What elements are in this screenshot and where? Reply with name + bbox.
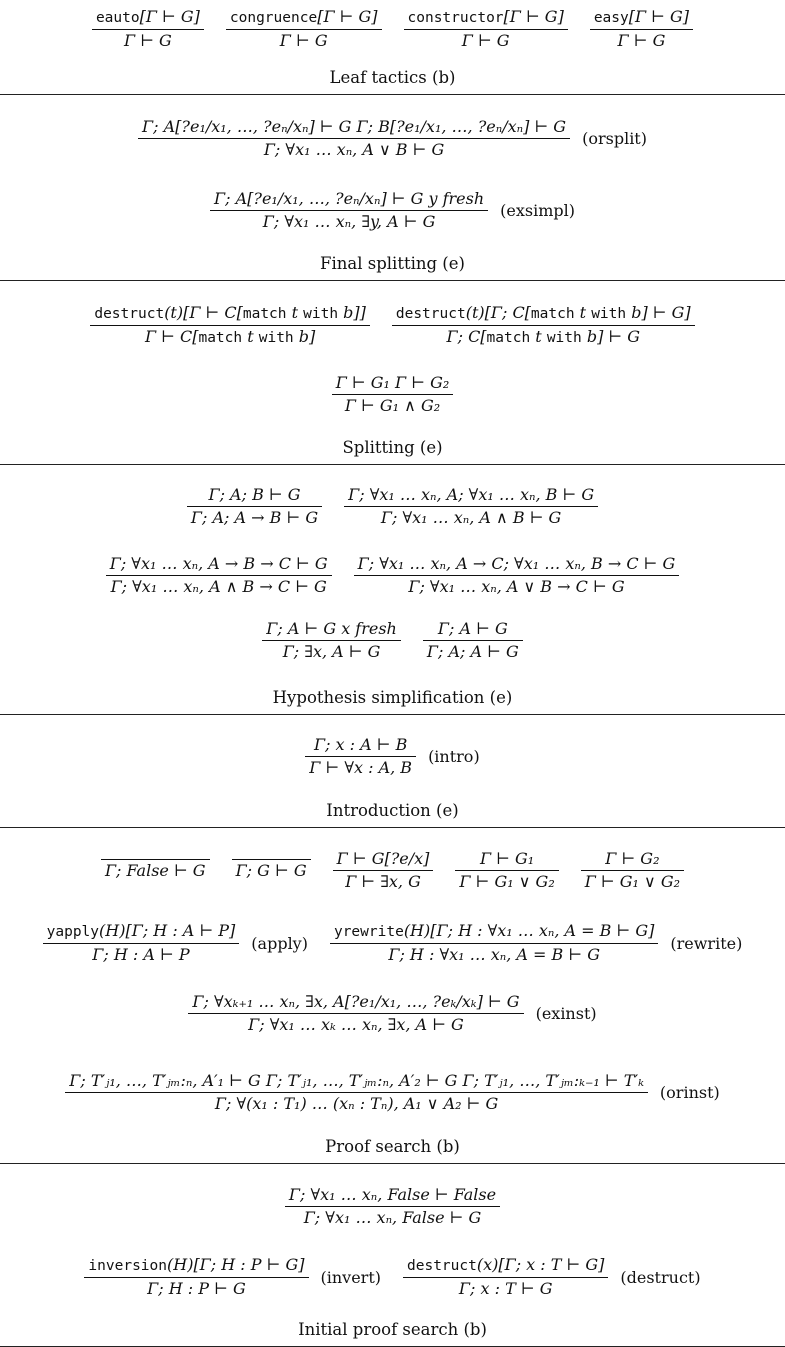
inference-rule bbox=[392, 302, 695, 349]
inference-rule bbox=[92, 6, 204, 52]
tactic-keyword: with bbox=[303, 306, 339, 322]
rule-row bbox=[0, 991, 785, 1036]
rule-fraction bbox=[188, 991, 523, 1036]
inference-rule bbox=[423, 618, 523, 663]
section-caption: Final splitting (e) bbox=[320, 254, 465, 273]
rule-conclusion: Γ; ∀x₁ … xₙ, A ∧ B → C ⊢ G bbox=[110, 577, 327, 596]
rule-premise: constructor[Γ ⊢ G] bbox=[407, 7, 564, 26]
rule-conclusion: Γ; ∃x, A ⊢ G bbox=[282, 642, 381, 661]
section-caption: Initial proof search (b) bbox=[298, 1320, 487, 1339]
tactic-keyword: match bbox=[486, 330, 531, 346]
rule-row bbox=[0, 848, 785, 893]
inference-rule bbox=[285, 1184, 500, 1229]
rule-row bbox=[0, 734, 785, 779]
rule-conclusion: Γ ⊢ G₁ ∧ G₂ bbox=[344, 396, 441, 415]
rule-premise: Γ; A[?e₁/x₁, …, ?eₙ/xₙ] ⊢ G Γ; B[?e₁/x₁, …, ?eₙ/xₙ] ⊢ G bbox=[142, 117, 567, 136]
rule-row bbox=[0, 553, 785, 598]
rule-conclusion: Γ; A; A ⊢ G bbox=[426, 642, 519, 661]
inference-rule bbox=[262, 618, 401, 663]
tactic-keyword: destruct bbox=[94, 306, 165, 322]
rule-conclusion: Γ ⊢ G bbox=[617, 31, 666, 50]
section-caption: Leaf tactics (b) bbox=[329, 68, 456, 87]
rule-label: (rewrite) bbox=[670, 933, 743, 953]
rule-fraction bbox=[138, 116, 570, 161]
rule-row bbox=[0, 618, 785, 663]
rule-premise: destruct(t)[Γ ⊢ C[match t with b]] bbox=[94, 303, 366, 322]
rule-label: (invert) bbox=[320, 1267, 381, 1287]
rule-fraction bbox=[90, 302, 370, 349]
section-divider bbox=[0, 464, 785, 465]
section-divider bbox=[0, 1163, 785, 1164]
rule-conclusion: Γ; H : P ⊢ G bbox=[147, 1279, 246, 1298]
inference-rule bbox=[138, 116, 647, 161]
inference-rule bbox=[188, 991, 596, 1036]
inference-rule bbox=[455, 848, 558, 893]
rule-conclusion: Γ ⊢ ∃x, G bbox=[345, 872, 421, 891]
tactic-keyword: with bbox=[591, 306, 627, 322]
section-caption: Proof search (b) bbox=[325, 1137, 460, 1156]
rule-conclusion: Γ ⊢ ∀x : A, B bbox=[309, 758, 413, 777]
rule-fraction bbox=[354, 553, 680, 598]
rule-conclusion: Γ ⊢ G₁ ∨ G₂ bbox=[459, 872, 555, 891]
rule-label: (destruct) bbox=[620, 1267, 701, 1287]
tactic-keyword: easy bbox=[593, 10, 629, 26]
rule-conclusion: Γ; C[match t with b] ⊢ G bbox=[446, 327, 641, 346]
inference-rule bbox=[210, 188, 575, 233]
rule-conclusion: Γ; H : A ⊢ P bbox=[92, 945, 190, 964]
inference-rule bbox=[101, 859, 210, 882]
rule-conclusion: Γ; ∀x₁ … xₙ, A ∧ B ⊢ G bbox=[380, 508, 562, 527]
rule-row bbox=[0, 1254, 785, 1300]
rule-fraction bbox=[344, 484, 598, 529]
rule-conclusion: Γ; ∀(x₁ : T₁) … (xₙ : Tₙ), A₁ ∨ A₂ ⊢ G bbox=[214, 1094, 499, 1113]
rule-premise: Γ; T′ⱼ₁, …, T′ⱼₘ:ₙ, A′₁ ⊢ G Γ; T′ⱼ₁, …, T′ⱼₘ:ₙ, A′₂ ⊢ G Γ; T′ⱼ₁, …, T′ⱼₘ:ₖ₋₁ ⊢ T′ₖ bbox=[69, 1071, 644, 1090]
rule-label: (orsplit) bbox=[582, 129, 647, 148]
tactic-keyword: inversion bbox=[88, 1258, 167, 1274]
rule-label: (orinst) bbox=[659, 1083, 720, 1102]
rule-conclusion: Γ; ∀x₁ … xₙ, ∃y, A ⊢ G bbox=[262, 212, 436, 231]
inference-rule bbox=[65, 1070, 720, 1115]
rule-conclusion: Γ; ∀x₁ … xₙ, A ∨ B ⊢ G bbox=[263, 140, 445, 159]
rule-conclusion: Γ; x : T ⊢ G bbox=[458, 1279, 553, 1298]
rule-premise: Γ; ∀x₁ … xₙ, A; ∀x₁ … xₙ, B ⊢ G bbox=[348, 485, 595, 504]
rule-conclusion: Γ ⊢ G bbox=[461, 31, 510, 50]
rule-conclusion: Γ; A; A → B ⊢ G bbox=[190, 508, 319, 527]
tactic-keyword: eauto bbox=[95, 10, 140, 26]
section-divider bbox=[0, 827, 785, 828]
rule-label: (exsimpl) bbox=[500, 201, 575, 220]
rule-row bbox=[0, 1184, 785, 1229]
rule-conclusion: Γ; False ⊢ G bbox=[104, 861, 206, 880]
rule-conclusion: Γ ⊢ G₁ ∨ G₂ bbox=[584, 872, 681, 891]
rule-fraction bbox=[210, 188, 488, 233]
rule-fraction bbox=[333, 848, 434, 893]
rule-fraction bbox=[92, 6, 204, 52]
rule-row bbox=[0, 484, 785, 529]
tactic-keyword: yrewrite bbox=[333, 924, 404, 940]
section-caption: Hypothesis simplification (e) bbox=[272, 688, 513, 707]
rule-premise: Γ ⊢ G₁ bbox=[479, 849, 535, 868]
rule-fraction bbox=[43, 920, 240, 966]
rule-conclusion: Γ; ∀x₁ … xₙ, A ∨ B → C ⊢ G bbox=[408, 577, 625, 596]
tactic-keyword: congruence bbox=[229, 10, 318, 26]
rule-label: (intro) bbox=[428, 747, 480, 766]
rule-premise: Γ; A ⊢ G x fresh bbox=[266, 619, 397, 638]
section-divider bbox=[0, 714, 785, 715]
rule-conclusion: Γ; ∀x₁ … xₖ … xₙ, ∃x, A ⊢ G bbox=[248, 1015, 464, 1034]
rule-fraction bbox=[84, 1254, 308, 1300]
rule-conclusion: Γ ⊢ C[match t with b] bbox=[144, 327, 316, 346]
rule-fraction bbox=[232, 859, 311, 882]
inference-rule bbox=[226, 6, 382, 52]
inference-rule bbox=[330, 920, 742, 966]
rule-conclusion: Γ; H : ∀x₁ … xₙ, A = B ⊢ G bbox=[388, 945, 600, 964]
rule-premise: Γ ⊢ G₁ Γ ⊢ G₂ bbox=[335, 373, 450, 392]
rule-premise: Γ ⊢ G₂ bbox=[605, 849, 660, 868]
inference-rule bbox=[43, 920, 308, 966]
rule-fraction bbox=[285, 1184, 500, 1229]
inference-rule bbox=[187, 484, 322, 529]
rule-conclusion: Γ ⊢ G bbox=[279, 31, 328, 50]
rule-fraction bbox=[106, 553, 332, 598]
rule-label: (exinst) bbox=[535, 1004, 597, 1023]
rule-fraction bbox=[332, 372, 454, 417]
rule-fraction bbox=[590, 6, 693, 52]
rule-row bbox=[0, 6, 785, 52]
rule-premise: eauto[Γ ⊢ G] bbox=[95, 7, 200, 26]
rule-row bbox=[0, 920, 785, 966]
rule-premise: Γ; ∀x₁ … xₙ, A → C; ∀x₁ … xₙ, B → C ⊢ G bbox=[357, 554, 676, 573]
tactic-keyword: match bbox=[198, 330, 243, 346]
inference-rule bbox=[333, 848, 434, 893]
rule-premise: Γ ⊢ G[?e/x] bbox=[336, 849, 430, 868]
rule-fraction bbox=[455, 848, 558, 893]
tactic-keyword: destruct bbox=[395, 306, 466, 322]
rule-conclusion: Γ ⊢ G bbox=[124, 31, 172, 50]
section-divider bbox=[0, 94, 785, 95]
inference-rule bbox=[354, 553, 680, 598]
inference-rule bbox=[90, 302, 370, 349]
rule-premise: inversion(H)[Γ; H : P ⊢ G] bbox=[88, 1255, 305, 1274]
rule-premise: destruct(t)[Γ; C[match t with b] ⊢ G] bbox=[395, 303, 691, 322]
tactic-keyword: with bbox=[546, 330, 582, 346]
rule-premise: Γ; ∀x₁ … xₙ, False ⊢ False bbox=[288, 1185, 497, 1204]
rule-row bbox=[0, 116, 785, 161]
rule-premise: easy[Γ ⊢ G] bbox=[593, 7, 690, 26]
section-divider bbox=[0, 280, 785, 281]
tactic-keyword: yapply bbox=[46, 924, 100, 940]
rule-fraction bbox=[403, 1254, 608, 1300]
tactic-keyword: match bbox=[242, 306, 287, 322]
rule-fraction bbox=[101, 859, 210, 882]
inference-rule bbox=[232, 859, 311, 882]
tactic-keyword: with bbox=[258, 330, 294, 346]
rule-premise: yrewrite(H)[Γ; H : ∀x₁ … xₙ, A = B ⊢ G] bbox=[333, 921, 655, 940]
rule-premise: Γ; x : A ⊢ B bbox=[313, 735, 408, 754]
rule-fraction bbox=[187, 484, 322, 529]
inference-rule bbox=[404, 6, 568, 52]
inference-rule bbox=[581, 848, 684, 893]
inference-rule bbox=[332, 372, 454, 417]
rule-row bbox=[0, 1070, 785, 1115]
rule-premise: Γ; ∀x₁ … xₙ, A → B → C ⊢ G bbox=[109, 554, 328, 573]
rule-premise: Γ; ∀xₖ₊₁ … xₙ, ∃x, A[?e₁/x₁, …, ?eₖ/xₖ] ⊢ G bbox=[192, 992, 520, 1011]
rule-row bbox=[0, 188, 785, 233]
tactic-keyword: destruct bbox=[407, 1258, 477, 1274]
rule-fraction bbox=[226, 6, 382, 52]
rule-premise: Γ; A ⊢ G bbox=[437, 619, 508, 638]
rule-row bbox=[0, 302, 785, 349]
rule-fraction bbox=[330, 920, 658, 966]
rule-fraction bbox=[305, 734, 416, 779]
inference-rule bbox=[344, 484, 598, 529]
rule-premise: yapply(H)[Γ; H : A ⊢ P] bbox=[46, 921, 236, 940]
inference-rule bbox=[84, 1254, 381, 1300]
inference-rule bbox=[590, 6, 693, 52]
rule-fraction bbox=[392, 302, 695, 349]
rule-label: (apply) bbox=[251, 933, 308, 953]
tactic-keyword: match bbox=[530, 306, 575, 322]
rule-premise: Γ; A; B ⊢ G bbox=[208, 485, 301, 504]
rule-premise: Γ; A[?e₁/x₁, …, ?eₙ/xₙ] ⊢ G y fresh bbox=[214, 189, 485, 208]
rule-conclusion: Γ; G ⊢ G bbox=[235, 861, 307, 880]
rule-premise: destruct(x)[Γ; x : T ⊢ G] bbox=[407, 1255, 605, 1274]
rule-row bbox=[0, 372, 785, 417]
inference-rule bbox=[106, 553, 332, 598]
tactic-keyword: constructor bbox=[407, 10, 504, 26]
rule-fraction bbox=[65, 1070, 648, 1115]
section-caption: Introduction (e) bbox=[326, 801, 459, 820]
inference-rule bbox=[403, 1254, 701, 1300]
rule-fraction bbox=[262, 618, 401, 663]
rule-fraction bbox=[404, 6, 568, 52]
section-caption: Splitting (e) bbox=[342, 438, 443, 457]
inference-rule bbox=[305, 734, 479, 779]
rule-fraction bbox=[423, 618, 523, 663]
rule-premise: congruence[Γ ⊢ G] bbox=[229, 7, 378, 26]
rule-fraction bbox=[581, 848, 684, 893]
rule-conclusion: Γ; ∀x₁ … xₙ, False ⊢ G bbox=[303, 1208, 482, 1227]
